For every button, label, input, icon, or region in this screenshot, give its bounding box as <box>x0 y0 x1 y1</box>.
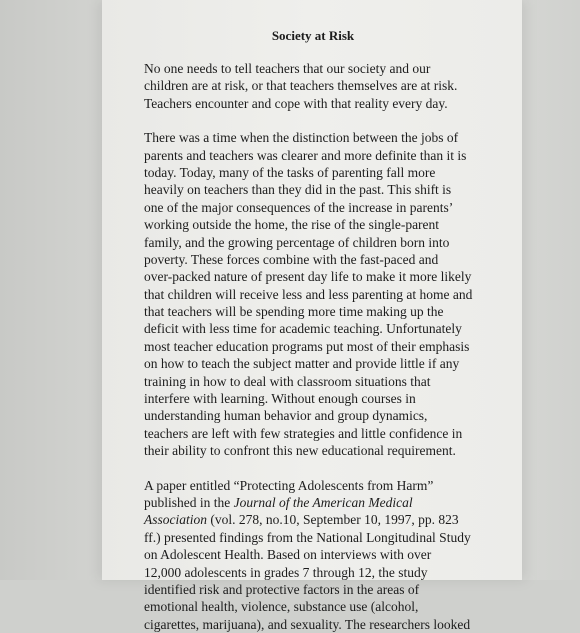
text-line <box>144 95 512 112</box>
text-segment: over-packed nature of present day life to make it more likely <box>144 269 472 285</box>
text-segment: their ability to confront this new educational requirement. <box>144 443 456 459</box>
text-line <box>144 216 512 233</box>
text-line <box>144 616 512 633</box>
text-segment: children are at risk, or that teachers themselves are at risk. <box>144 78 458 94</box>
text-segment: published in the <box>144 494 234 510</box>
text-line <box>144 303 512 320</box>
text-line <box>144 164 512 181</box>
text-segment: There was a time when the distinction between the jobs of <box>144 130 459 146</box>
text-line <box>144 129 512 146</box>
text-line <box>144 77 512 94</box>
text-line <box>144 425 512 442</box>
text-segment: No one needs to tell teachers that our society and our <box>144 61 431 76</box>
paragraph-2 <box>144 129 512 459</box>
text-line <box>144 286 512 303</box>
text-line <box>144 529 512 546</box>
text-segment: A paper entitled “Protecting Adolescents from Harm” <box>144 477 434 493</box>
text-line <box>144 320 512 337</box>
text-segment: interfere with learning. Without enough courses in <box>144 391 416 407</box>
text-line <box>144 268 512 285</box>
text-line <box>144 390 512 407</box>
text-line <box>144 442 512 459</box>
text-segment: deficit with less time for academic teaching. Unfortunately <box>144 321 462 337</box>
text-line <box>144 477 512 494</box>
text-segment: identified risk and protective factors in the areas of <box>144 581 420 597</box>
text-line <box>144 373 512 390</box>
text-segment: most teacher education programs put most of their emphasis <box>144 338 470 354</box>
text-line <box>144 407 512 424</box>
page-title: Society at Risk <box>271 28 355 43</box>
text-line <box>144 494 512 511</box>
text-line <box>144 60 512 77</box>
text-segment: 12,000 adolescents in grades 7 through 12, the study <box>144 564 428 580</box>
text-line <box>144 581 512 598</box>
paragraph-1 <box>144 60 512 112</box>
text-line <box>144 147 512 164</box>
book-page <box>102 0 522 632</box>
body-text <box>144 60 512 633</box>
text-segment: ff.) presented findings from the National Longitudinal Study <box>144 529 471 545</box>
text-segment: Teachers encounter and cope with that reality every day. <box>144 95 448 111</box>
text-segment: understanding human behavior and group dynamics, <box>144 408 428 424</box>
text-segment: cigarettes, marijuana), and sexuality. The researchers looked <box>144 616 471 632</box>
text-line <box>144 598 512 615</box>
text-line <box>144 338 512 355</box>
text-segment: training in how to deal with classroom situations that <box>144 373 431 389</box>
text-segment: emotional health, violence, substance use (alcohol, <box>144 599 419 615</box>
text-segment: on how to teach the subject matter and provide little if any <box>144 356 460 372</box>
text-segment: parents and teachers was clearer and more definite than it is <box>144 147 467 163</box>
text-line <box>144 251 512 268</box>
text-line <box>144 355 512 372</box>
text-segment: family, and the growing percentage of children born into <box>144 234 450 250</box>
text-segment: one of the major consequences of the increase in parents’ <box>144 199 454 215</box>
text-segment: today. Today, many of the tasks of parenting fall more <box>144 164 436 180</box>
text-segment: that children will receive less and less parenting at home and <box>144 286 473 302</box>
text-line <box>144 199 512 216</box>
text-line <box>144 546 512 563</box>
text-line <box>144 181 512 198</box>
text-segment: (vol. 278, no.10, September 10, 1997, pp. 823 <box>207 512 459 528</box>
italic-text: Journal of the American Medical <box>233 494 413 510</box>
text-segment: on Adolescent Health. Based on interviews with over <box>144 547 432 563</box>
text-segment: poverty. These forces combine with the fast-paced and <box>144 251 439 267</box>
text-line <box>144 234 512 251</box>
text-segment: teachers are left with few strategies and little confidence in <box>144 425 463 441</box>
paragraph-3 <box>144 477 512 633</box>
italic-text: Association <box>144 512 207 528</box>
text-segment: heavily on teachers than they did in the past. This shift is <box>144 182 452 198</box>
text-line <box>144 511 512 528</box>
text-segment: working outside the home, the rise of the single-parent <box>144 217 440 233</box>
text-segment: that teachers will be spending more time making up the <box>144 304 444 320</box>
text-line <box>144 564 512 581</box>
